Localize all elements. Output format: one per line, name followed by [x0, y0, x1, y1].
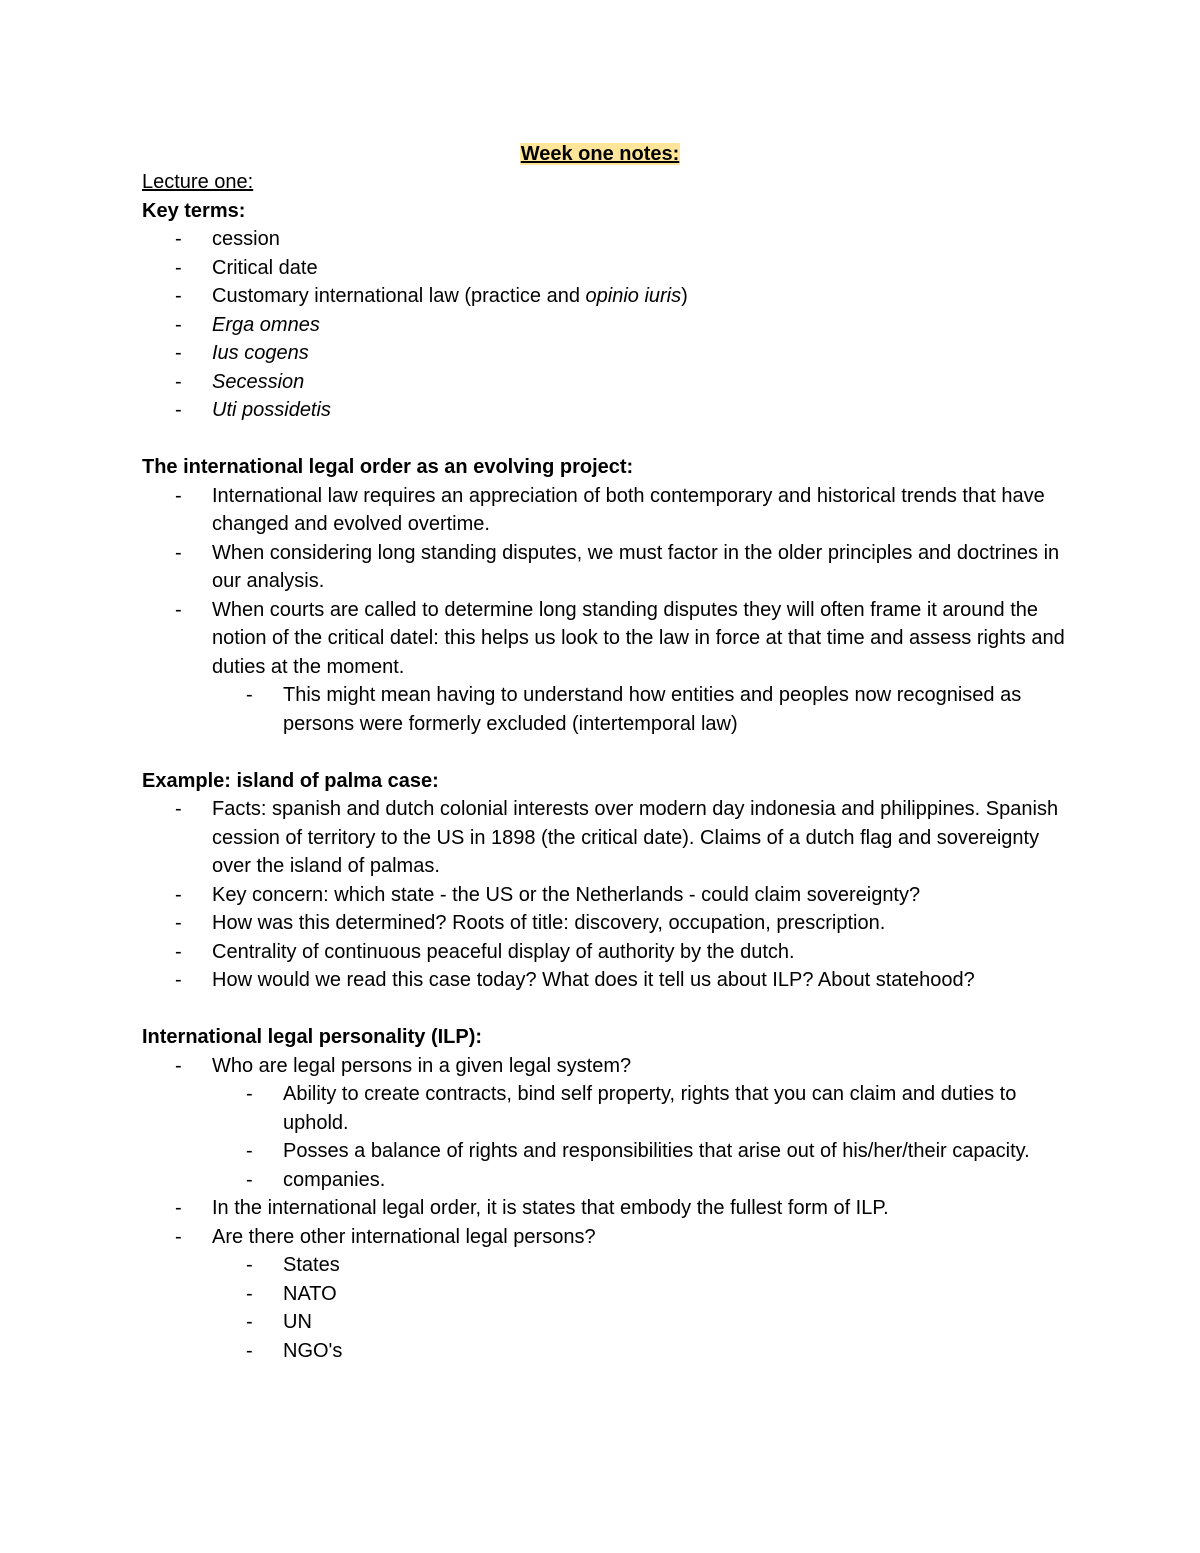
section-heading: International legal personality (ILP):: [142, 1026, 483, 1048]
bullet-dash: -: [246, 1339, 253, 1362]
bullet-text: When considering long standing disputes, we must factor in the older principles and doctrines in our analysis.: [212, 541, 1060, 592]
key-term-text: Critical date: [212, 256, 318, 279]
bullet-dash: -: [175, 1054, 182, 1077]
page-title: Week one notes:: [520, 143, 680, 165]
sub-bullet-item: [142, 1137, 1072, 1166]
sub-bullet-text: UN: [283, 1311, 312, 1333]
key-term-item: [142, 396, 1072, 425]
sub-bullet-item: [142, 681, 1072, 738]
blank-line: [142, 738, 1072, 767]
sub-bullet-list: [142, 1080, 1072, 1194]
bullet-dash: -: [246, 1168, 253, 1191]
bullet-item: [142, 596, 1072, 682]
sub-bullet-item: [142, 1337, 1072, 1366]
bullet-dash: -: [175, 940, 182, 963]
key-term-item: [142, 339, 1072, 368]
section-heading: The international legal order as an evolving project:: [142, 456, 634, 478]
bullet-item: [142, 938, 1072, 967]
bullet-dash: -: [175, 399, 182, 421]
title-block: [0, 141, 1200, 167]
bullet-dash: -: [246, 1282, 253, 1305]
key-term-text: ): [681, 285, 688, 307]
bullet-list: [142, 795, 1072, 995]
bullet-item: [142, 1052, 1072, 1081]
bullet-dash: -: [175, 1197, 182, 1219]
bullet-dash: -: [175, 541, 182, 564]
bullet-text: Who are legal persons in a given legal system?: [212, 1054, 632, 1077]
bullet-item: [142, 482, 1072, 539]
bullet-dash: -: [246, 1254, 253, 1276]
sub-bullet-text: NATO: [283, 1282, 337, 1305]
bullet-dash: -: [246, 1311, 253, 1333]
bullet-text: Key concern: which state - the US or the Netherlands - could claim sovereignty?: [212, 883, 921, 906]
key-term-text: Ius cogens: [212, 342, 309, 364]
sub-bullet-item: [142, 1251, 1072, 1280]
bullet-item: [142, 909, 1072, 938]
key-term-item: [142, 254, 1072, 283]
bullet-dash: -: [246, 1083, 253, 1105]
key-term-text: cession: [212, 228, 280, 250]
bullet-text: In the international legal order, it is states that embody the fullest form of ILP.: [212, 1197, 889, 1219]
bullet-dash: -: [175, 969, 182, 991]
sub-bullet-text: Ability to create contracts, bind self property, rights that you can claim and duties to uphold.: [283, 1083, 1017, 1134]
bullet-dash: -: [175, 285, 182, 307]
sub-bullet-text: Posses a balance of rights and responsibilities that arise out of his/her/their capacity.: [283, 1140, 1030, 1162]
key-terms-heading: Key terms:: [142, 199, 246, 222]
key-term-item: [142, 311, 1072, 340]
bullet-list: [142, 1052, 1072, 1366]
bullet-text: How was this determined? Roots of title: discovery, occupation, prescription.: [212, 912, 886, 934]
notes-body: [142, 168, 1072, 1365]
bullet-dash: -: [175, 912, 182, 934]
sub-bullet-list: [142, 1251, 1072, 1365]
bullet-item: [142, 966, 1072, 995]
bullet-item: [142, 539, 1072, 596]
key-term-text: Uti possidetis: [212, 399, 331, 421]
sub-bullet-text: companies.: [283, 1168, 386, 1191]
bullet-dash: -: [175, 798, 182, 820]
blank-line: [142, 995, 1072, 1024]
lecture-label: Lecture one:: [142, 171, 254, 193]
blank-line: [142, 425, 1072, 454]
sub-bullet-item: [142, 1308, 1072, 1337]
bullet-list: [142, 482, 1072, 739]
bullet-dash: -: [175, 370, 182, 393]
bullet-text: International law requires an appreciation of both contemporary and historical trends that have changed and evolved overtime.: [212, 484, 1045, 535]
sub-bullet-list: [142, 681, 1072, 738]
bullet-dash: -: [246, 1140, 253, 1162]
bullet-dash: -: [175, 342, 182, 364]
key-term-text: opinio iuris: [585, 285, 682, 307]
bullet-item: [142, 1194, 1072, 1223]
bullet-dash: -: [175, 228, 182, 250]
bullet-dash: -: [175, 883, 182, 906]
sub-bullet-text: NGO's: [283, 1339, 343, 1362]
sub-bullet-text: States: [283, 1254, 340, 1276]
bullet-dash: -: [175, 256, 182, 279]
key-term-item: [142, 282, 1072, 311]
key-term-text: Erga omnes: [212, 313, 320, 336]
bullet-text: When courts are called to determine long standing disputes they will often frame it around the notion of the critical datel: this helps us look to the law in force at that time and assess rights and duties at the moment.: [212, 598, 1065, 678]
bullet-text: Centrality of continuous peaceful display of authority by the dutch.: [212, 940, 795, 963]
key-term-text: Secession: [212, 370, 305, 393]
bullet-dash: -: [175, 598, 182, 621]
key-term-text: Customary international law (practice and: [212, 285, 586, 307]
key-term-item: [142, 368, 1072, 397]
bullet-item: [142, 881, 1072, 910]
bullet-item: [142, 1223, 1072, 1252]
sections-container: [142, 425, 1072, 1366]
bullet-dash: -: [175, 313, 182, 336]
bullet-dash: -: [175, 484, 182, 507]
key-terms-list: [142, 225, 1072, 425]
section-heading: Example: island of palma case:: [142, 769, 439, 792]
sub-bullet-item: [142, 1280, 1072, 1309]
bullet-text: Are there other international legal persons?: [212, 1225, 596, 1248]
bullet-text: How would we read this case today? What does it tell us about ILP? About statehood?: [212, 969, 975, 991]
bullet-item: [142, 795, 1072, 881]
bullet-dash: -: [175, 1225, 182, 1248]
sub-bullet-item: [142, 1166, 1072, 1195]
bullet-text: Facts: spanish and dutch colonial interests over modern day indonesia and philippines. Spanish cession of territory to the US in 1898 (the critical date). Claims of a dutch flag and sovereignty over the island of palmas.: [212, 798, 1059, 877]
sub-bullet-text: This might mean having to understand how entities and peoples now recognised as persons were formerly excluded (intertemporal law): [283, 684, 1022, 735]
sub-bullet-item: [142, 1080, 1072, 1137]
key-term-item: [142, 225, 1072, 254]
bullet-dash: -: [246, 684, 253, 706]
